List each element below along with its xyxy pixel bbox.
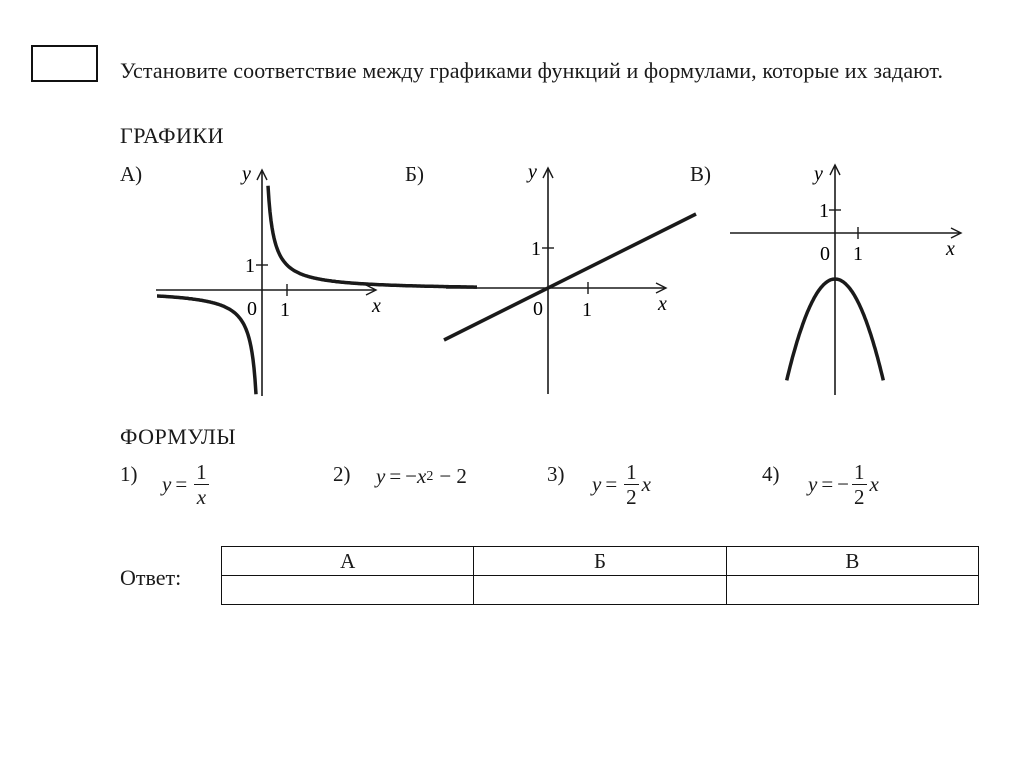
formula-4-numerator: 1 bbox=[854, 460, 865, 484]
graph-a-branch-negative bbox=[157, 296, 256, 394]
formula-2-num: 2) bbox=[333, 462, 351, 486]
graph-c-x-label: x bbox=[946, 238, 955, 260]
answer-label: Ответ: bbox=[120, 565, 182, 590]
formula-3-numerator: 1 bbox=[626, 460, 637, 484]
answer-cell-b[interactable] bbox=[474, 576, 726, 605]
graph-c bbox=[728, 160, 968, 400]
formula-2-exp: 2 bbox=[426, 468, 434, 484]
formula-4-fraction bbox=[852, 460, 867, 509]
formula-3-num: 3) bbox=[547, 462, 565, 486]
graph-c-y-label: y bbox=[814, 163, 823, 185]
answer-number-box[interactable] bbox=[31, 45, 98, 82]
formula-1 bbox=[162, 460, 212, 509]
graph-a-y-label: y bbox=[242, 163, 251, 185]
graph-b-line bbox=[444, 214, 696, 340]
formula-2-eq: = bbox=[389, 464, 402, 488]
formula-1-num: 1) bbox=[120, 462, 138, 486]
graph-b-origin: 0 bbox=[533, 298, 543, 320]
formula-3 bbox=[592, 460, 651, 509]
formula-4-num: 4) bbox=[762, 462, 780, 486]
formula-1-numerator: 1 bbox=[196, 460, 207, 484]
formula-4-lhs: y bbox=[808, 472, 818, 496]
graph-c-tick-y-label: 1 bbox=[819, 200, 829, 222]
graph-a-label: А) bbox=[120, 162, 143, 186]
formula-1-denominator: x bbox=[196, 485, 207, 509]
formula-3-fraction bbox=[624, 460, 639, 509]
graph-a-tick-x-label: 1 bbox=[280, 299, 290, 321]
formula-1-lhs: y bbox=[162, 472, 172, 496]
graphs-heading: ГРАФИКИ bbox=[120, 123, 224, 148]
formula-4-var: x bbox=[869, 472, 879, 496]
formula-2-lhs: y bbox=[376, 464, 386, 488]
graph-a-origin: 0 bbox=[247, 298, 257, 320]
formula-2-minus: − bbox=[405, 464, 418, 488]
answer-cell-a[interactable] bbox=[222, 576, 474, 605]
answer-cell-c[interactable] bbox=[726, 576, 978, 605]
answer-col-c: В bbox=[726, 547, 978, 576]
graph-c-origin: 0 bbox=[820, 243, 830, 265]
graph-b-y-label: y bbox=[528, 161, 537, 183]
graph-c-tick-x-label: 1 bbox=[853, 243, 863, 265]
formula-1-fraction bbox=[194, 460, 209, 509]
formula-3-denominator: 2 bbox=[626, 485, 637, 509]
graph-b bbox=[440, 160, 680, 400]
formula-4-denominator: 2 bbox=[854, 485, 865, 509]
formula-4 bbox=[808, 460, 879, 509]
graph-a bbox=[150, 160, 400, 400]
answer-table bbox=[221, 546, 979, 605]
answer-col-a: А bbox=[222, 547, 474, 576]
graph-a-tick-y-label: 1 bbox=[245, 255, 255, 277]
task-text: Установите соответствие между графиками функций и формулами, которые их задают. bbox=[120, 58, 944, 83]
graph-b-x-label: x bbox=[658, 293, 667, 315]
graph-b-tick-x-label: 1 bbox=[582, 299, 592, 321]
formula-2-tail: − 2 bbox=[439, 464, 467, 488]
formula-2-base: x bbox=[417, 464, 427, 488]
formula-3-var: x bbox=[641, 472, 651, 496]
answer-input-row bbox=[222, 576, 979, 605]
answer-col-b: Б bbox=[474, 547, 726, 576]
formula-4-minus: − bbox=[837, 472, 850, 496]
graph-b-tick-y-label: 1 bbox=[531, 238, 541, 260]
graph-c-label: В) bbox=[690, 162, 711, 186]
formula-2 bbox=[376, 464, 467, 489]
formula-3-eq: = bbox=[605, 472, 618, 496]
answer-header-row bbox=[222, 547, 979, 576]
formula-4-eq: = bbox=[821, 472, 834, 496]
graph-a-x-label: x bbox=[372, 295, 381, 317]
formula-1-eq: = bbox=[175, 472, 188, 496]
formula-3-lhs: y bbox=[592, 472, 602, 496]
graph-b-label: Б) bbox=[405, 162, 425, 186]
formulas-heading: ФОРМУЛЫ bbox=[120, 424, 237, 449]
